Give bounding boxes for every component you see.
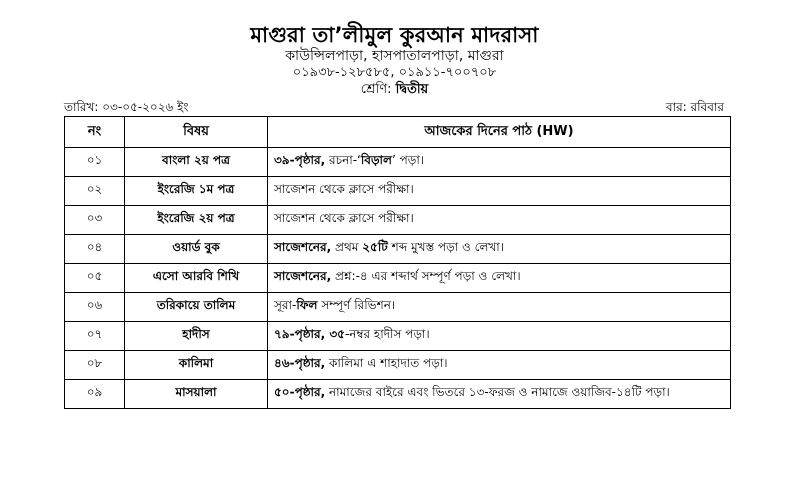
row-subject: মাসয়ালা [125,380,268,409]
date-row [64,99,724,116]
row-number: ০৭ [65,322,125,351]
row-subject: ওয়ার্ড বুক [125,235,268,264]
homework-text: প্রশ্ন:-৪ এর শব্দার্থ সম্পূর্ণ পড়া ও লেখা। [331,269,521,283]
homework-table [64,116,731,409]
row-homework [268,322,731,351]
homework-text: সাজেশন থেকে ক্লাসে পরীক্ষা। [274,211,414,225]
homework-text: প্রথম [331,240,363,254]
class-line [0,81,789,98]
homework-bold-2: বিড়াল [360,153,392,167]
row-subject: বাংলা ২য় পত্র [125,148,268,177]
header-homework: আজকের দিনের পাঠ (HW) [268,117,731,148]
homework-text: রচনা-‘ [325,153,361,167]
homework-text: সূরা- [274,298,297,312]
table-row [65,235,731,264]
row-subject: হাদীস [125,322,268,351]
header-number: নং [65,117,125,148]
row-subject: তরিকায়ে তালিম [125,293,268,322]
homework-bold: ৭৯-পৃষ্ঠার, ৩৫ [274,327,345,341]
homework-bold: ৫০-পৃষ্ঠার, [274,385,326,399]
table-row [65,322,731,351]
homework-bold: ৩৯-পৃষ্ঠার, [274,153,326,167]
table-row [65,293,731,322]
row-homework [268,264,731,293]
row-homework [268,380,731,409]
school-name: মাগুরা তা’লীমুল কুরআন মাদরাসা [250,23,539,47]
homework-text-2: শব্দ মুখস্ত পড়া ও লেখা। [387,240,505,254]
row-homework [268,293,731,322]
homework-text-2: সম্পূর্ণ রিভিশন। [317,298,396,312]
row-homework [268,351,731,380]
homework-text: সাজেশন থেকে ক্লাসে পরীক্ষা। [274,182,414,196]
homework-bold-2: ২৫টি [362,240,388,254]
table-header-row [65,117,731,148]
document-header [0,22,789,98]
row-number: ০৮ [65,351,125,380]
homework-text-2: ’ পড়া। [391,153,425,167]
row-homework [268,235,731,264]
homework-text: নামাজের বাইরে এবং ভিতরে ১৩-ফরজ ও নামাজে ওয়াজিব-১৪টি পড়া। [325,385,670,399]
row-number: ০৫ [65,264,125,293]
homework-text: -নম্বর হাদীস পড়া। [344,327,430,341]
class-label: শ্রেণি: [360,82,392,97]
class-value: দ্বিতীয় [395,82,429,97]
row-homework [268,148,731,177]
table-row [65,148,731,177]
row-number: ০৬ [65,293,125,322]
row-number: ০৩ [65,206,125,235]
homework-text: কালিমা এ শাহাদাত পড়া। [325,356,448,370]
date-text: তারিখ: ০৩-০৫-২০২৬ ইং [64,100,189,114]
row-number: ০৪ [65,235,125,264]
table-row [65,206,731,235]
school-address: কাউন্সিলপাড়া, হাসপাতালপাড়া, মাগুরা [285,48,504,64]
table-row [65,264,731,293]
row-number: ০১ [65,148,125,177]
day-text: বার: রবিবার [665,100,724,114]
homework-bold: সাজেশনের, [274,240,332,254]
row-homework [268,206,731,235]
row-subject: ইংরেজি ১ম পত্র [125,177,268,206]
row-subject: এসো আরবি শিখি [125,264,268,293]
row-homework [268,177,731,206]
row-subject: ইংরেজি ২য় পত্র [125,206,268,235]
homework-bold-2: ফিল [296,298,318,312]
table-row [65,177,731,206]
homework-bold: সাজেশনের, [274,269,332,283]
row-number: ০৯ [65,380,125,409]
phone-numbers: ০১৯৩৮-১২৮৫৮৫, ০১৯১১-৭০০৭০৮ [292,65,497,80]
row-number: ০২ [65,177,125,206]
header-subject: বিষয় [125,117,268,148]
table-row [65,380,731,409]
row-subject: কালিমা [125,351,268,380]
homework-bold: ৪৬-পৃষ্ঠার, [274,356,326,370]
table-row [65,351,731,380]
